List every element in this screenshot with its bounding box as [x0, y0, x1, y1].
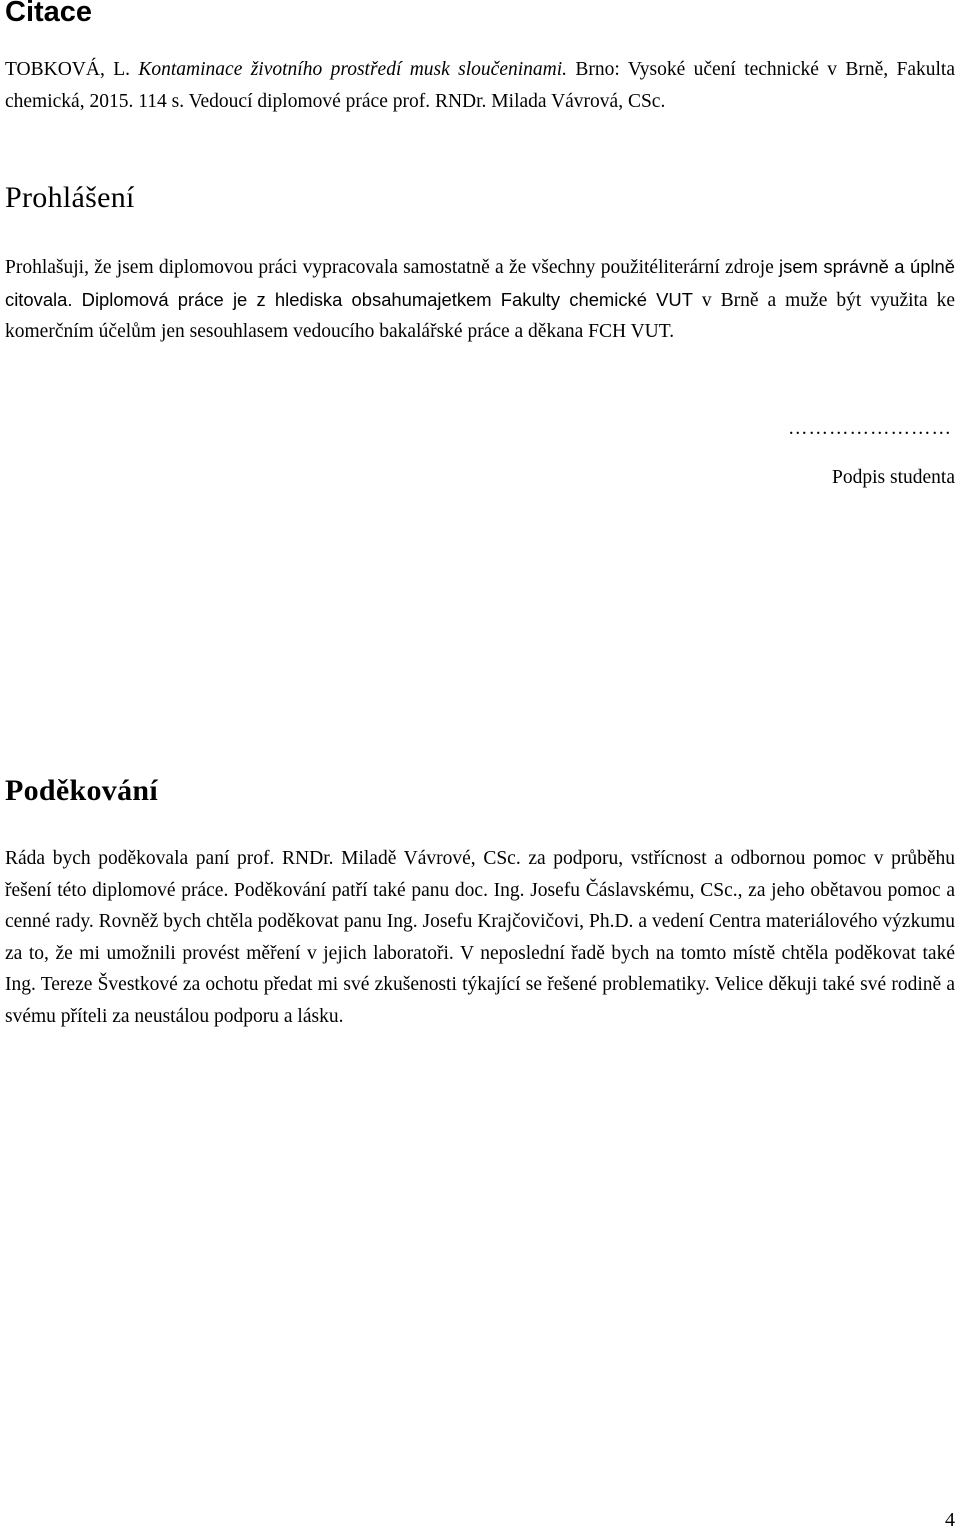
signature-label: Podpis studenta [832, 467, 955, 488]
signature-line: …………………… [788, 418, 952, 439]
page-number: 4 [945, 1509, 955, 1531]
citation-heading: Citace [5, 0, 93, 28]
declaration-heading: Prohlášení [5, 181, 135, 214]
declaration-text-part2: jsem správně a úplně citovala. Diplomová práce je z hlediska obsahumajetkem Fakulty chemické VUT [5, 256, 956, 310]
declaration-text-part1: Prohlašuji, že jsem diplomovou práci vypracovala samostatně a že všechny použitéliterární zdroje [5, 257, 780, 278]
citation-author: TOBKOVÁ, L. [5, 59, 139, 80]
citation-details: Brno: Vysoké učení technické v Brně, Fakulta chemická, 2015. 114 s. Vedoucí diplomové práce prof. RNDr. Milada Vávrová, CSc. [5, 59, 956, 112]
citation-title: Kontaminace životního prostředí musk sloučeninami. [138, 59, 568, 80]
citation-paragraph [5, 54, 955, 117]
declaration-paragraph [5, 251, 955, 348]
acknowledgements-paragraph: Ráda bych poděkovala paní prof. RNDr. Miladě Vávrové, CSc. za podporu, vstřícnost a odbornou pomoc v průběhu řešení této diplomové práce. Poděkování patří také panu doc. Ing. Josefu Čáslavskému, CSc., za jeho obětavou pomoc a cenné rady. Rovněž bych chtěla poděkovat panu Ing. Josefu Krajčovičovi, Ph.D. a vedení Centra materiálového výzkumu za to, že mi umožnili provést měření v jejich laboratoři. V neposlední řadě bych na tomto místě chtěla poděkovat také Ing. Tereze Švestkové za ochotu předat mi své zkušenosti týkající se řešené problematiky. Velice děkuji také své rodině a svému příteli za neustálou podporu a lásku. [5, 848, 955, 1027]
acknowledgements-heading: Poděkování [5, 774, 159, 807]
declaration-text-part3: v Brně a muže být využita ke komerčním účelům jen sesouhlasem vedoucího bakalářské práce a děkana FCH VUT. [5, 289, 955, 342]
